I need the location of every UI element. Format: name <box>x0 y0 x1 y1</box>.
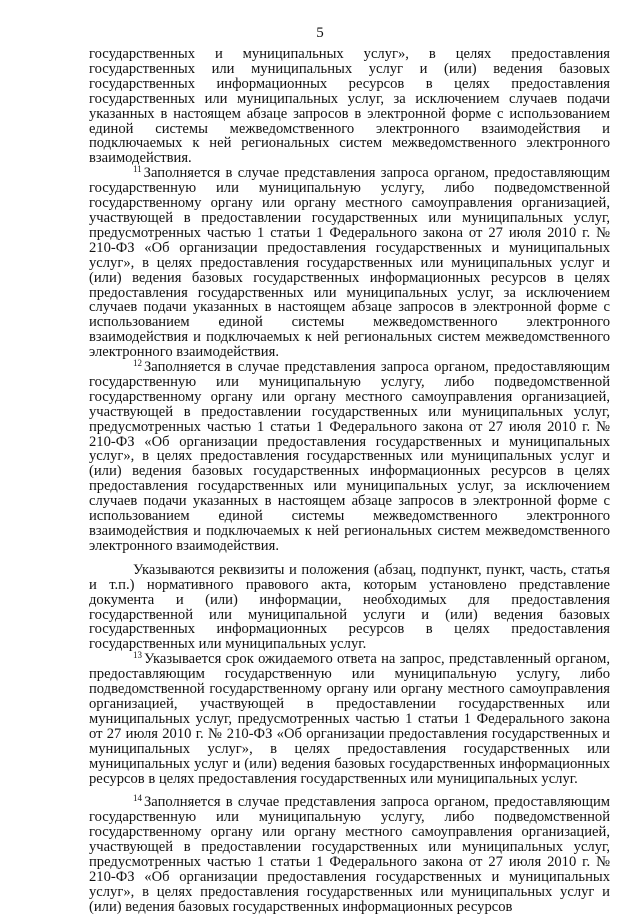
paragraph-text: Заполняется в случае представления запроса органом, предоставляющим государственную или муниципальную услугу, либо подведомственной государственному органу или органу местного самоуправления организацией, участвующей в предоставлении государственных или муниципальных услуг, предусмотренных частью 1 статьи 1 Федерального закона от 27 июля 2010 г. № 210-ФЗ «Об организации предоставления государственных и муниципальных услуг», в целях предоставления государственных или муниципальных услуг и (или) ведения базовых государственных информационных ресурсов в целях предоставления государственных или муниципальных услуг, за исключением случаев подачи указанных в настоящем абзаце запросов в электронной форме с использованием единой системы межведомственного электронного взаимодействия и подключаемых к ней региональных систем межведомственного электронного взаимодействия. <box>89 359 610 554</box>
paragraph-text: Заполняется в случае представления запроса органом, предоставляющим государственную или муниципальную услугу, либо подведомственной государственному органу или органу местного самоуправления организацией, участвующей в предоставлении государственных или муниципальных услуг, предусмотренных частью 1 статьи 1 Федерального закона от 27 июля 2010 г. № 210-ФЗ «Об организации предоставления государственных и муниципальных услуг», в целях предоставления государственных или муниципальных услуг и (или) ведения базовых государственных информационных ресурсов в целях предоставления государственных или муниципальных услуг, за исключением случаев подачи указанных в настоящем абзаце запросов в электронной форме с использованием единой системы межведомственного электронного взаимодействия и подключаемых к ней региональных систем межведомственного электронного взаимодействия. <box>89 165 610 361</box>
page-number: 5 <box>316 25 324 41</box>
footnotes-body <box>89 47 610 915</box>
paragraph-text: Заполняется в случае представления запроса органом, предоставляющим государственную или муниципальную услугу, либо подведомственной государственному органу или органу местного самоуправления организацией, участвующей в предоставлении государственных или муниципальных услуг, предусмотренных частью 1 статьи 1 Федерального закона от 27 июля 2010 г. № 210-ФЗ «Об организации предоставления государственных и муниципальных услуг», в целях предоставления государственных или муниципальных услуг и (или) ведения базовых государственных информационных ресурсов <box>89 794 610 915</box>
footnote-marker: 11 <box>133 164 142 175</box>
footnote-marker: 13 <box>133 650 142 661</box>
footnote-13 <box>89 652 610 786</box>
footnote-14 <box>89 795 610 914</box>
footnote-marker: 12 <box>133 358 142 369</box>
paragraph-requisites <box>89 563 610 652</box>
paragraph-text: Указываются реквизиты и положения (абзац, подпункт, пункт, часть, статья и т.п.) нормативного правового акта, которым установлено представление документа и (или) информации, необходимых для предоставления государственной или муниципальной услуги и (или) ведения базовых государственных информационных ресурсов в целях предоставления государственных или муниципальных услуг. <box>89 561 610 653</box>
paragraph-continuation <box>89 47 610 166</box>
footnote-12 <box>89 360 610 554</box>
paragraph-text: государственных и муниципальных услуг», в целях предоставления государственных или муниципальных услуг и (или) ведения базовых государственных информационных ресурсов в целях предоставления государственных или муниципальных услуг, за исключением случаев подачи указанных в настоящем абзаце запросов в электронной форме с использованием единой системы межведомственного электронного взаимодействия и подключаемых к ней региональных систем межведомственного электронного взаимодействия. <box>89 46 610 167</box>
paragraph-text: Указывается срок ожидаемого ответа на запрос, представленный органом, предоставляющим государственную или муниципальную услугу, либо подведомственной государственному органу или органу местного самоуправления организацией, участвующей в предоставлении государственных или муниципальных услуг, предусмотренных частью 1 статьи 1 Федерального закона от 27 июля 2010 г. № 210-ФЗ «Об организации предоставления государственных и муниципальных услуг», в целях предоставления государственных или муниципальных услуг и (или) ведения базовых государственных информационных ресурсов в целях предоставления государственных или муниципальных услуг. <box>89 651 610 787</box>
footnote-marker: 14 <box>133 793 142 804</box>
footnote-11 <box>89 166 610 360</box>
